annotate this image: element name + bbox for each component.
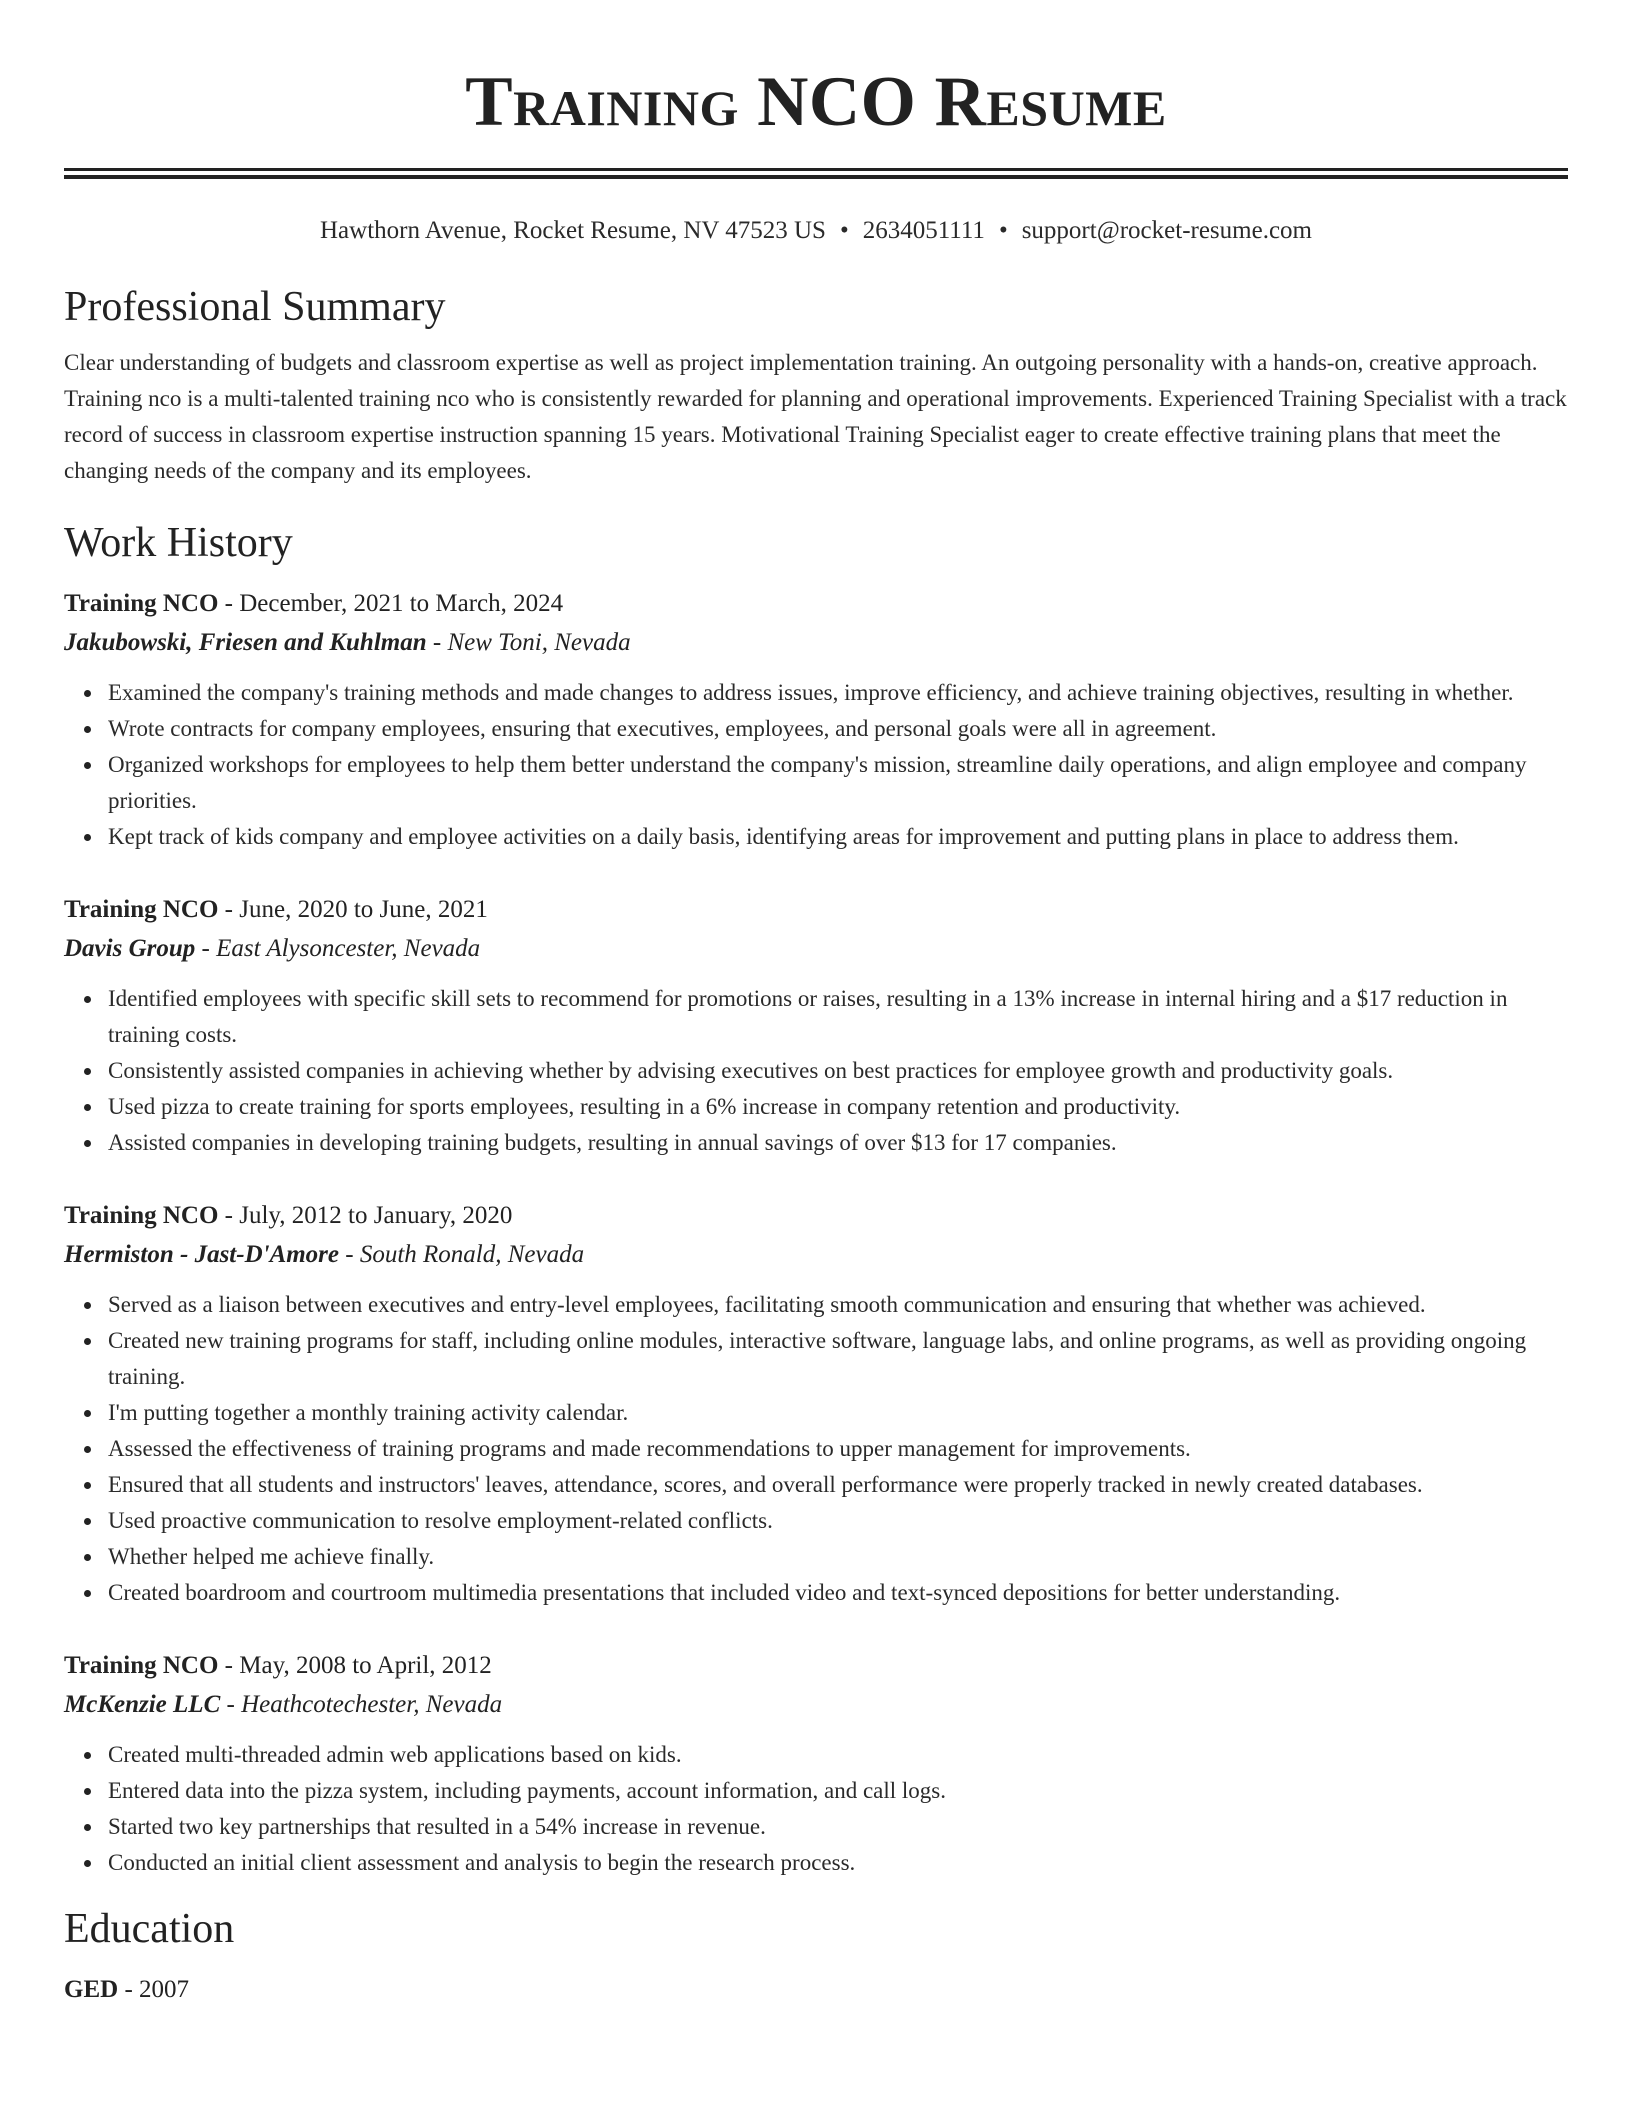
job-bullet: Examined the company's training methods and made changes to address issues, improve efficiency, and achieve training objectives, resulting in whether. <box>108 675 1568 711</box>
job-company: Davis Group <box>64 935 196 962</box>
job-bullet: Created new training programs for staff, including online modules, interactive software, language labs, and online programs, as well as providing ongoing training. <box>108 1323 1568 1395</box>
job-bullets <box>64 1287 1568 1611</box>
contact-separator: • <box>998 217 1008 244</box>
job-title-line: Training NCO - July, 2012 to January, 2020 <box>64 1202 513 1229</box>
job-company: McKenzie LLC <box>64 1691 221 1718</box>
job-bullet: Used proactive communication to resolve employment-related conflicts. <box>108 1503 1568 1539</box>
education-degree: GED <box>64 1976 119 2003</box>
contact-line <box>64 215 1568 247</box>
job-company-line: Davis Group - East Alysoncester, Nevada <box>64 935 481 962</box>
contact-phone: 2634051111 <box>862 217 985 244</box>
job-bullet: Conducted an initial client assessment and analysis to begin the research process. <box>108 1845 1568 1881</box>
job-entry <box>64 1647 1568 1881</box>
job-title-line: Training NCO - December, 2021 to March, 2024 <box>64 590 564 617</box>
job-entry <box>64 891 1568 1161</box>
job-bullet: Assessed the effectiveness of training programs and made recommendations to upper management for improvements. <box>108 1431 1568 1467</box>
education-year: 2007 <box>139 1976 190 2003</box>
resume-title: Training NCO Resume <box>465 63 1167 141</box>
job-bullet: Entered data into the pizza system, including payments, account information, and call logs. <box>108 1773 1568 1809</box>
job-dates: May, 2008 to April, 2012 <box>239 1652 492 1679</box>
job-role: Training NCO <box>64 1652 219 1679</box>
education-entry: GED - 2007 <box>64 1976 190 2003</box>
job-dates: June, 2020 to June, 2021 <box>239 896 488 923</box>
job-location: South Ronald, Nevada <box>359 1241 585 1268</box>
job-bullet: Created multi-threaded admin web applications based on kids. <box>108 1737 1568 1773</box>
job-company-line: McKenzie LLC - Heathcotechester, Nevada <box>64 1691 503 1718</box>
job-entry <box>64 585 1568 855</box>
summary-text: Clear understanding of budgets and classroom expertise as well as project implementation training. An outgoing personality with a hands-on, creative approach. Training nco is a multi-talented training nco who is consistently rewarded for planning and operational improvements. Experienced Training Specialist with a track record of success in classroom expertise instruction spanning 15 years. Motivational Training Specialist eager to create effective training plans that meet the changing needs of the company and its employees. <box>64 350 1567 483</box>
job-company: Hermiston - Jast-D'Amore <box>64 1241 340 1268</box>
job-company-line: Hermiston - Jast-D'Amore - South Ronald, Nevada <box>64 1241 585 1268</box>
job-role: Training NCO <box>64 1202 219 1229</box>
job-bullet: I'm putting together a monthly training activity calendar. <box>108 1395 1568 1431</box>
job-location: Heathcotechester, Nevada <box>241 1691 503 1718</box>
job-bullet: Created boardroom and courtroom multimedia presentations that included video and text-synced depositions for better understanding. <box>108 1575 1568 1611</box>
job-bullet: Started two key partnerships that resulted in a 54% increase in revenue. <box>108 1809 1568 1845</box>
resume-page <box>64 0 1568 2009</box>
contact-address: Hawthorn Avenue, Rocket Resume, NV 47523 US <box>319 217 826 244</box>
job-title-line: Training NCO - June, 2020 to June, 2021 <box>64 896 488 923</box>
job-location: New Toni, Nevada <box>447 629 631 656</box>
job-entry <box>64 1197 1568 1611</box>
job-dates: July, 2012 to January, 2020 <box>239 1202 513 1229</box>
job-bullet: Organized workshops for employees to help them better understand the company's mission, streamline daily operations, and align employee and company priorities. <box>108 747 1568 819</box>
job-role: Training NCO <box>64 590 219 617</box>
job-role: Training NCO <box>64 896 219 923</box>
job-bullet: Identified employees with specific skill sets to recommend for promotions or raises, resulting in a 13% increase in internal hiring and a $17 reduction in training costs. <box>108 981 1568 1053</box>
job-dates: December, 2021 to March, 2024 <box>239 590 564 617</box>
job-bullet: Served as a liaison between executives and entry-level employees, facilitating smooth communication and ensuring that whether was achieved. <box>108 1287 1568 1323</box>
job-bullets <box>64 675 1568 855</box>
work-history-list <box>64 585 1568 1881</box>
contact-email[interactable]: support@rocket-resume.com <box>1021 217 1312 244</box>
contact-separator: • <box>839 217 849 244</box>
work-history-heading: Work History <box>64 520 293 566</box>
job-bullet: Ensured that all students and instructors' leaves, attendance, scores, and overall performance were properly tracked in newly created databases. <box>108 1467 1568 1503</box>
job-bullet: Kept track of kids company and employee activities on a daily basis, identifying areas for improvement and putting plans in place to address them. <box>108 819 1568 855</box>
job-title-line: Training NCO - May, 2008 to April, 2012 <box>64 1652 492 1679</box>
job-bullet: Whether helped me achieve finally. <box>108 1539 1568 1575</box>
job-bullet: Wrote contracts for company employees, ensuring that executives, employees, and personal goals were all in agreement. <box>108 711 1568 747</box>
job-bullets <box>64 981 1568 1161</box>
education-heading: Education <box>64 1906 235 1952</box>
job-company: Jakubowski, Friesen and Kuhlman <box>64 629 427 656</box>
job-bullet: Assisted companies in developing training budgets, resulting in annual savings of over $13 for 17 companies. <box>108 1125 1568 1161</box>
title-divider <box>64 168 1568 171</box>
job-bullet: Used pizza to create training for sports employees, resulting in a 6% increase in company retention and productivity. <box>108 1089 1568 1125</box>
job-bullets <box>64 1737 1568 1881</box>
summary-heading: Professional Summary <box>64 284 446 330</box>
job-location: East Alysoncester, Nevada <box>216 935 481 962</box>
job-company-line: Jakubowski, Friesen and Kuhlman - New Toni, Nevada <box>64 629 631 656</box>
job-bullet: Consistently assisted companies in achieving whether by advising executives on best practices for employee growth and productivity goals. <box>108 1053 1568 1089</box>
